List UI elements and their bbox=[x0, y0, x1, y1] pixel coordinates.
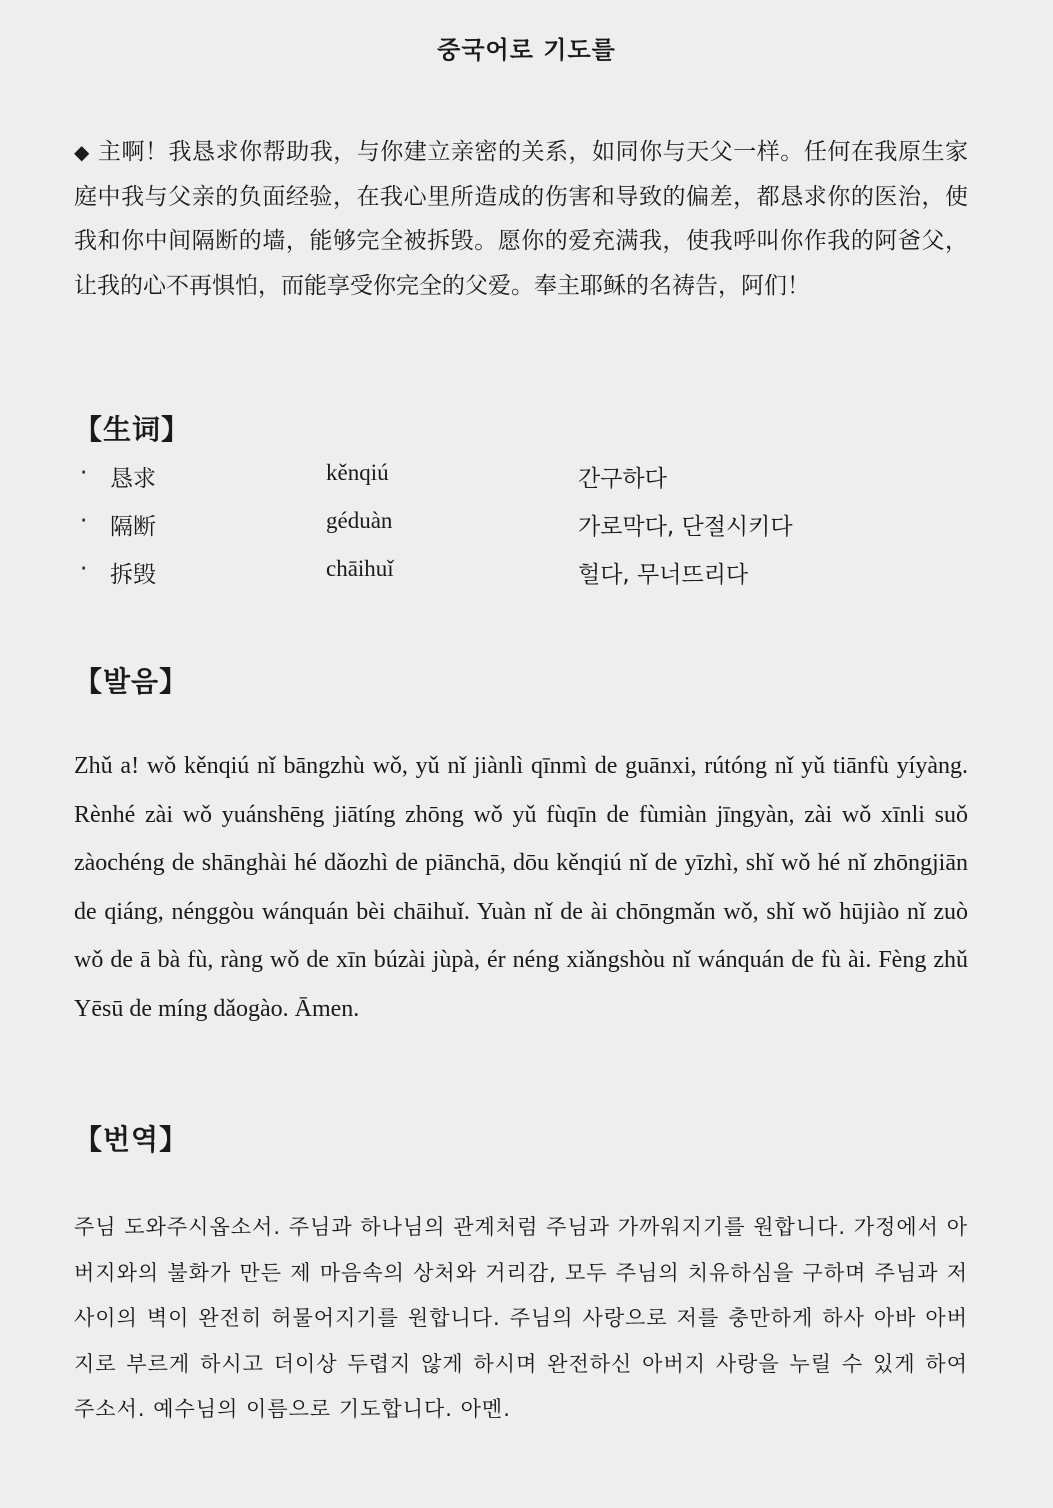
korean-translation-paragraph: 주님 도와주시옵소서. 주님과 하나님의 관계처럼 주님과 가까워지기를 원합니다. 가정에서 아버지와의 불화가 만든 제 마음속의 상처와 거리감, 모두 주님의 치유하심을 구하며 주님과 저 사이의 벽이 완전히 허물어지기를 원합니다. 주님의 사랑으로 저를 충만하게 하사 아바 아버지로 부르게 하시고 더이상 두렵지 않게 하시며 완전하신 아버지 사랑을 누릴 수 있게 하여 주소서. 예수님의 이름으로 기도합니다. 아멘. bbox=[74, 1215, 968, 1421]
vocab-row bbox=[80, 556, 960, 604]
vocab-pinyin: kěnqiú bbox=[326, 460, 389, 485]
vocab-pinyin: géduàn bbox=[326, 508, 393, 533]
vocab-row bbox=[80, 460, 960, 508]
pronunciation-heading: 【발음】 bbox=[74, 665, 189, 698]
vocab-row bbox=[80, 508, 960, 556]
vocab-word: 恳求 bbox=[110, 466, 156, 492]
vocab-word: 隔断 bbox=[110, 514, 156, 540]
vocab-dot: · bbox=[80, 508, 88, 534]
vocab-meaning: 헐다, 무너뜨리다 bbox=[578, 562, 749, 588]
vocab-meaning: 가로막다, 단절시키다 bbox=[578, 514, 793, 540]
page-title: 중국어로 기도를 bbox=[437, 36, 616, 64]
vocab-meaning: 간구하다 bbox=[578, 466, 667, 492]
chinese-prayer-text: 主啊！我恳求你帮助我，与你建立亲密的关系，如同你与天父一样。任何在我原生家庭中我与父亲的负面经验，在我心里所造成的伤害和导致的偏差，都恳求你的医治，使我和你中间隔断的墙，能够完全被拆毁。愿你的爱充满我，使我呼叫你作我的阿爸父，让我的心不再惧怕，而能享受你完全的父爱。奉主耶稣的名祷告，阿们！ bbox=[74, 139, 969, 299]
vocab-dot: · bbox=[80, 556, 88, 582]
pinyin-paragraph: Zhǔ a! wǒ kěnqiú nǐ bāngzhù wǒ, yǔ nǐ jiànlì qīnmì de guānxi, rútóng nǐ yǔ tiānfù yíyàng. Rènhé zài wǒ yuánshēng jiātíng zhōng wǒ yǔ fùqīn de fùmiàn jīngyàn, zài wǒ xīnli suǒ zàochéng de shānghài hé dǎozhì de piānchā, dōu kěnqiú nǐ de yīzhì, shǐ wǒ hé nǐ zhōngjiān de qiáng, nénggòu wánquán bèi chāihuǐ. Yuàn nǐ de ài chōngmǎn wǒ, shǐ wǒ hūjiào nǐ zuò wǒ de ā bà fù, ràng wǒ de xīn búzài jùpà, ér néng xiǎngshòu nǐ wánquán de fù ài. Fèng zhǔ Yēsū de míng dǎogào. Āmen. bbox=[74, 753, 968, 1022]
vocab-word: 拆毁 bbox=[110, 562, 156, 588]
vocab-list bbox=[80, 460, 960, 604]
diamond-bullet-icon: ◆ bbox=[74, 140, 90, 164]
vocab-dot: · bbox=[80, 460, 88, 486]
vocab-heading: 【生词】 bbox=[74, 413, 191, 446]
vocab-pinyin: chāihuǐ bbox=[326, 556, 394, 581]
translation-heading: 【번역】 bbox=[74, 1123, 189, 1156]
chinese-prayer-paragraph bbox=[74, 130, 968, 308]
